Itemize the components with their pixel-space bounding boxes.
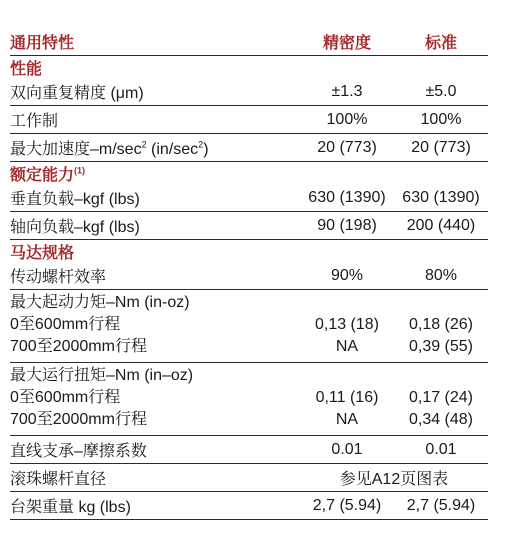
row-precision: 630 (1390) xyxy=(308,188,386,206)
row-precision: 2,7 (5.94) xyxy=(312,496,382,514)
table-row xyxy=(10,290,488,363)
row-label: 直线支承–摩擦系数 xyxy=(10,443,147,460)
row-label xyxy=(10,365,300,431)
value: 0,18 (26) xyxy=(408,316,474,333)
row-precision: 100% xyxy=(326,110,368,128)
value: 0,17 (24) xyxy=(408,389,474,406)
row-label-main: 最大起动力矩–Nm (in-oz) xyxy=(10,294,190,311)
spacer xyxy=(394,365,488,387)
label-part: (in/sec xyxy=(146,141,199,158)
row-standard xyxy=(394,365,488,431)
table-row xyxy=(10,212,488,240)
row-standard: 80% xyxy=(424,266,458,284)
header-precision: 精密度 xyxy=(322,35,371,52)
row-standard xyxy=(394,292,488,358)
row-label-sub: 0至600mm行程 xyxy=(10,389,121,406)
value: 0,13 (18) xyxy=(314,316,380,333)
row-spanned-value: 参见A12页图表 xyxy=(339,471,449,488)
section-title-text: 额定能力 xyxy=(10,166,75,184)
table-row xyxy=(10,106,488,134)
footnote-marker: (1) xyxy=(74,165,86,176)
section-title: 性能 xyxy=(10,60,43,78)
value: 0,11 (16) xyxy=(315,389,379,406)
row-label-sub: 0至600mm行程 xyxy=(10,316,121,333)
row-label: 垂直负载–kgf (lbs) xyxy=(10,191,140,208)
row-standard: 0.01 xyxy=(425,440,457,458)
table-row xyxy=(10,262,488,290)
row-label: 传动螺杆效率 xyxy=(10,269,107,286)
header-standard: 标准 xyxy=(424,35,457,52)
superscript: 2 xyxy=(198,139,204,150)
table-row xyxy=(10,134,488,162)
table-row xyxy=(10,464,488,492)
row-precision xyxy=(300,292,394,358)
row-standard: 200 (440) xyxy=(406,216,476,234)
row-precision xyxy=(300,365,394,431)
table-row xyxy=(10,492,488,520)
value: NA xyxy=(335,338,359,355)
section-title: 马达规格 xyxy=(10,244,75,262)
spacer xyxy=(394,292,488,314)
row-standard: 20 (773) xyxy=(411,138,471,156)
row-label-main: 最大运行扭矩–Nm (in–oz) xyxy=(10,367,194,384)
header-general: 通用特性 xyxy=(10,35,75,52)
table-row xyxy=(10,363,488,436)
row-precision: ±1.3 xyxy=(331,82,363,100)
row-standard: 2,7 (5.94) xyxy=(406,496,476,514)
row-label: 双向重复精度 (μm) xyxy=(10,85,144,102)
row-label: 滚珠螺杆直径 xyxy=(10,471,107,488)
section-rated-capacity xyxy=(10,162,488,184)
value: 0,39 (55) xyxy=(408,338,474,355)
section-title xyxy=(10,162,300,185)
row-label-sub: 700至2000mm行程 xyxy=(10,338,147,355)
row-label xyxy=(10,136,300,159)
label-part: 最大加速度–m/sec xyxy=(10,141,142,158)
value: 0,34 (48) xyxy=(408,411,474,428)
spacer xyxy=(300,365,394,387)
row-precision: 0.01 xyxy=(331,440,363,458)
spec-table xyxy=(10,28,488,520)
row-label-sub: 700至2000mm行程 xyxy=(10,411,147,428)
table-row xyxy=(10,78,488,106)
spacer xyxy=(300,292,394,314)
superscript: 2 xyxy=(141,139,147,150)
row-standard: ±5.0 xyxy=(425,82,457,100)
table-header xyxy=(10,28,488,56)
row-standard: 100% xyxy=(420,110,462,128)
row-standard: 630 (1390) xyxy=(402,188,480,206)
row-label: 工作制 xyxy=(10,113,59,130)
table-row xyxy=(10,184,488,212)
table-row xyxy=(10,436,488,464)
row-label: 轴向负载–kgf (lbs) xyxy=(10,219,140,236)
row-precision: 90 (198) xyxy=(317,216,377,234)
section-motor-sizing xyxy=(10,240,488,262)
row-label: 台架重量 kg (lbs) xyxy=(10,499,131,516)
value: NA xyxy=(335,411,359,428)
label-part: ) xyxy=(203,141,209,158)
section-performance xyxy=(10,56,488,78)
row-precision: 20 (773) xyxy=(317,138,377,156)
row-label xyxy=(10,292,300,358)
row-precision: 90% xyxy=(330,266,364,284)
